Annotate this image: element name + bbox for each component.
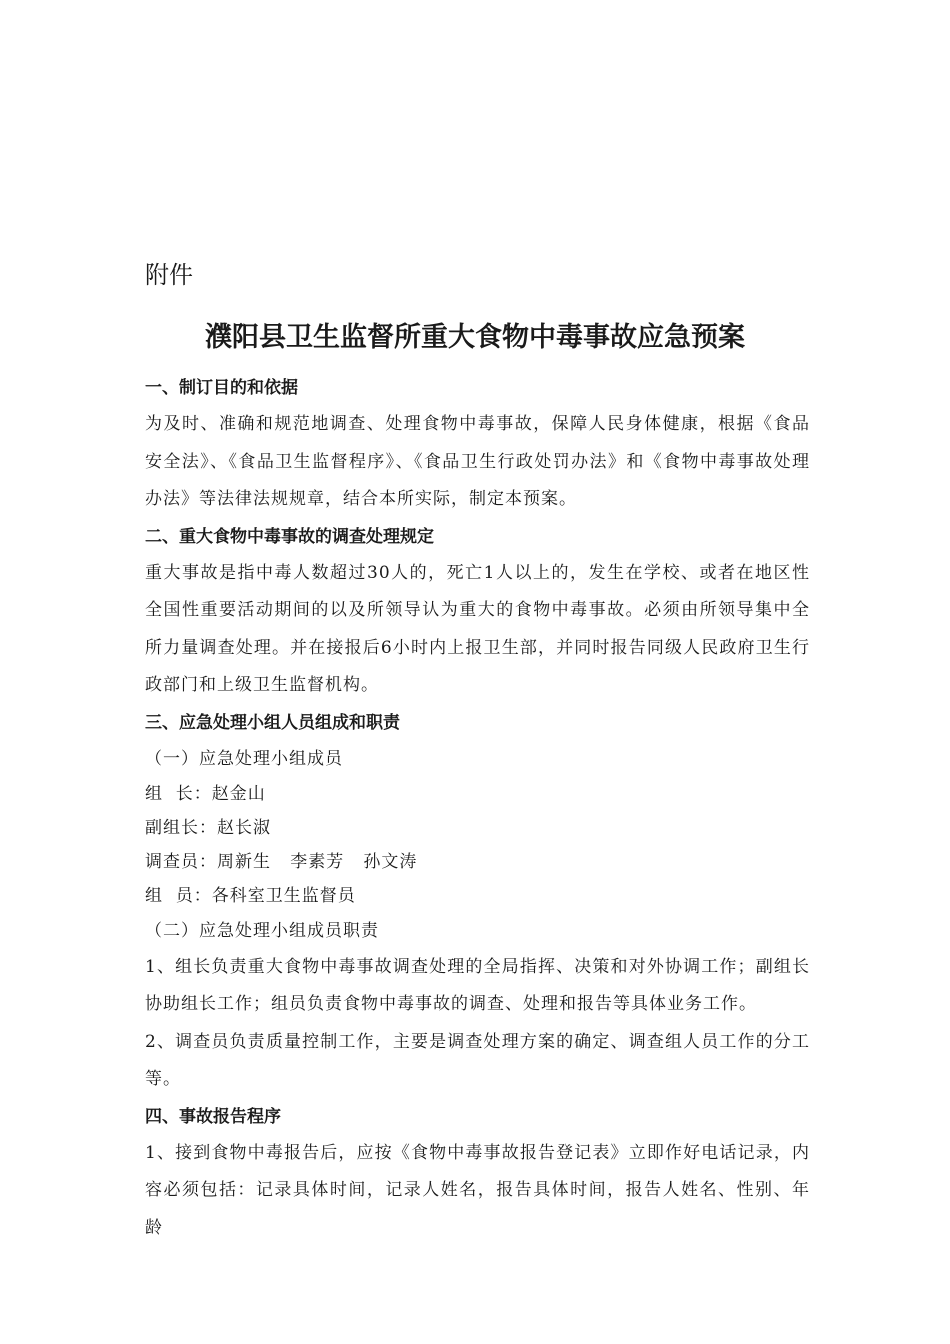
member-line: 副组长：赵长淑 bbox=[145, 817, 271, 838]
section-3-subheading-duties: （二）应急处理小组成员职责 bbox=[145, 920, 379, 941]
section-1-heading: 一、制订目的和依据 bbox=[145, 378, 298, 398]
section-3-heading: 三、应急处理小组人员组成和职责 bbox=[145, 712, 400, 733]
member-line: 调查员：周新生 李素芳 孙文涛 bbox=[145, 851, 418, 872]
document-title: 濮阳县卫生监督所重大食物中毒事故应急预案 bbox=[205, 322, 745, 353]
duty-paragraph-1: 1、组长负责重大食物中毒事故调查处理的全局指挥、决策和对外协调工作；副组长协助组长工作；组员负责食物中毒事故的调查、处理和报告等具体业务工作。 bbox=[145, 956, 810, 1014]
section-1-paragraph: 为及时、准确和规范地调查、处理食物中毒事故，保障人民身体健康，根据《食品安全法》、《食品卫生监督程序》、《食品卫生行政处罚办法》和《食物中毒事故处理办法》等法律法规规章，结合本所实际，制定本预案。 bbox=[145, 414, 810, 509]
section-4-paragraph: 1、接到食物中毒报告后，应按《食物中毒事故报告登记表》立即作好电话记录，内容必须包括：记录具体时间，记录人姓名，报告具体时间，报告人姓名、性别、年龄 bbox=[145, 1142, 810, 1238]
section-4-heading: 四、事故报告程序 bbox=[145, 1106, 281, 1127]
section-2-paragraph: 重大事故是指中毒人数超过30人的，死亡1人以上的，发生在学校、或者在地区性全国性重要活动期间的以及所领导认为重大的食物中毒事故。必须由所领导集中全所力量调查处理。并在接报后6小时内上报卫生部，并同时报告同级人民政府卫生行政部门和上级卫生监督机构。 bbox=[145, 562, 810, 695]
document-body bbox=[145, 370, 810, 1247]
duty-paragraph-2: 2、调查员负责质量控制工作，主要是调查处理方案的确定、调查组人员工作的分工等。 bbox=[145, 1031, 810, 1089]
member-line: 组 长：赵金山 bbox=[145, 783, 266, 804]
section-2-heading: 二、重大食物中毒事故的调查处理规定 bbox=[145, 526, 434, 547]
attachment-label: 附件 bbox=[145, 261, 193, 289]
section-3-subheading-members: （一）应急处理小组成员 bbox=[145, 748, 343, 769]
member-line: 组 员：各科室卫生监督员 bbox=[145, 885, 356, 906]
